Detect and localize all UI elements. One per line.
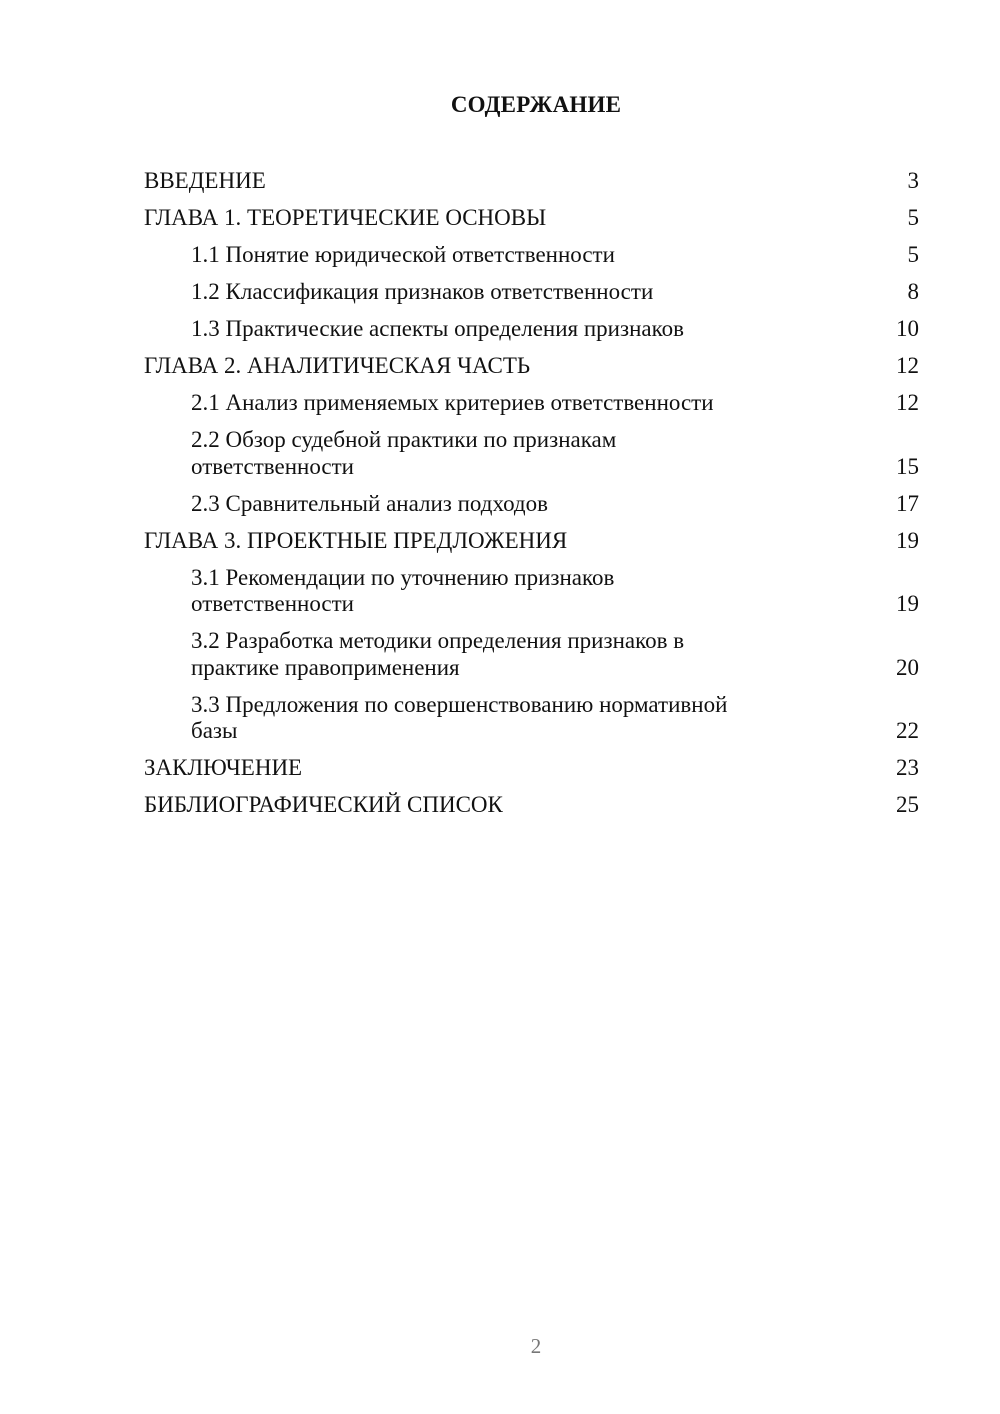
toc-entry-label: БИБЛИОГРАФИЧЕСКИЙ СПИСОК	[144, 792, 503, 817]
table-of-contents	[144, 168, 919, 829]
toc-entry-label: ВВЕДЕНИЕ	[144, 168, 266, 193]
toc-entry-label: 3.3 Предложения по совершенствованию нормативной базы	[191, 691, 728, 743]
toc-entry-page: 12	[896, 353, 919, 378]
toc-entry-section-3-1[interactable]	[144, 565, 919, 618]
toc-entry-page: 12	[896, 390, 919, 415]
toc-entry-label: 2.1 Анализ применяемых критериев ответственности	[191, 390, 714, 415]
toc-entry-section-1-3[interactable]	[144, 316, 919, 343]
toc-entry-label: ГЛАВА 1. ТЕОРЕТИЧЕСКИЕ ОСНОВЫ	[144, 205, 547, 230]
toc-entry-page: 20	[896, 654, 919, 680]
toc-entry-section-1-2[interactable]	[144, 279, 919, 306]
toc-entry-conclusion[interactable]	[144, 755, 919, 782]
toc-entry-label: 1.3 Практические аспекты определения признаков	[191, 316, 684, 341]
toc-entry-section-2-2[interactable]	[144, 427, 919, 480]
toc-entry-label: 2.2 Обзор судебной практики по признакам ответственности	[191, 427, 617, 479]
toc-entry-page: 25	[896, 792, 919, 817]
toc-entry-section-1-1[interactable]	[144, 242, 919, 269]
toc-entry-bibliography[interactable]	[144, 792, 919, 819]
toc-entry-page: 10	[896, 316, 919, 341]
toc-entry-section-2-1[interactable]	[144, 390, 919, 417]
toc-entry-page: 23	[896, 755, 919, 780]
toc-entry-chapter-3[interactable]	[144, 528, 919, 555]
toc-entry-page: 5	[907, 205, 919, 230]
toc-entry-page: 19	[896, 591, 919, 616]
toc-entry-label: 3.1 Рекомендации по уточнению признаков ответственности	[191, 564, 615, 616]
toc-entry-label: ГЛАВА 2. АНАЛИТИЧЕСКАЯ ЧАСТЬ	[144, 353, 531, 378]
toc-entry-section-2-3[interactable]	[144, 491, 919, 518]
toc-entry-introduction[interactable]	[144, 168, 919, 195]
toc-entry-page: 15	[896, 453, 919, 479]
toc-entry-label: 2.3 Сравнительный анализ подходов	[191, 490, 548, 516]
toc-entry-label: ГЛАВА 3. ПРОЕКТНЫЕ ПРЕДЛОЖЕНИЯ	[144, 527, 568, 553]
toc-entry-page: 8	[907, 279, 919, 304]
page-number: 2	[530, 1334, 542, 1358]
toc-entry-section-3-3[interactable]	[144, 692, 919, 745]
toc-entry-page: 3	[907, 168, 919, 193]
toc-entry-page: 19	[896, 527, 919, 553]
toc-entry-page: 22	[896, 718, 919, 743]
toc-entry-page: 17	[896, 490, 919, 516]
toc-entry-label: ЗАКЛЮЧЕНИЕ	[144, 755, 303, 780]
toc-entry-chapter-2[interactable]	[144, 353, 919, 380]
toc-entry-page: 5	[907, 242, 919, 267]
toc-entry-chapter-1[interactable]	[144, 205, 919, 232]
toc-entry-label: 1.2 Классификация признаков ответственности	[191, 279, 654, 304]
toc-entry-section-3-2[interactable]	[144, 628, 919, 681]
toc-entry-label: 3.2 Разработка методики определения признаков в практике правоприменения	[191, 628, 685, 680]
page-title: СОДЕРЖАНИЕ	[450, 92, 622, 117]
toc-entry-label: 1.1 Понятие юридической ответственности	[191, 242, 615, 267]
